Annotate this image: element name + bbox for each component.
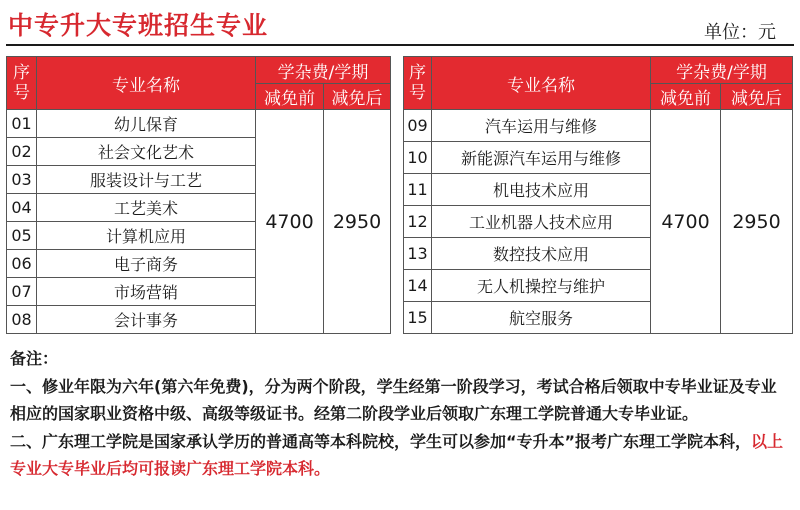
fee-after-value: 2950	[721, 110, 793, 334]
row-number: 01	[7, 110, 37, 138]
major-name: 工艺美术	[37, 194, 256, 222]
notes-heading: 备注：	[10, 349, 59, 368]
fee-group-header: 学杂费/学期	[256, 57, 391, 84]
fee-group-header: 学杂费/学期	[651, 57, 793, 84]
major-name: 航空服务	[432, 302, 651, 334]
row-number: 13	[404, 238, 432, 270]
major-name: 数控技术应用	[432, 238, 651, 270]
row-number: 07	[7, 278, 37, 306]
row-number: 02	[7, 138, 37, 166]
major-name: 市场营销	[37, 278, 256, 306]
row-number: 14	[404, 270, 432, 302]
fee-before-header: 减免前	[256, 84, 324, 110]
row-number: 11	[404, 174, 432, 206]
fee-before-value: 4700	[256, 110, 324, 334]
header-divider	[6, 44, 794, 46]
major-table-right	[403, 56, 793, 334]
page-title: 中专升大专班招生专业	[8, 11, 269, 40]
seq-header	[7, 57, 37, 110]
major-table-left	[6, 56, 391, 334]
fee-before-header: 减免前	[651, 84, 721, 110]
major-name: 无人机操控与维护	[432, 270, 651, 302]
seq-header-line1: 序	[409, 63, 426, 83]
major-name: 汽车运用与维修	[432, 110, 651, 142]
row-number: 10	[404, 142, 432, 174]
major-name-header: 专业名称	[37, 57, 256, 110]
table-row	[7, 110, 391, 138]
row-number: 08	[7, 306, 37, 334]
major-name: 社会文化艺术	[37, 138, 256, 166]
unit-label: 单位：元	[704, 22, 776, 43]
major-name: 会计事务	[37, 306, 256, 334]
row-number: 04	[7, 194, 37, 222]
row-number: 12	[404, 206, 432, 238]
note-item-2	[10, 428, 790, 483]
seq-header-line1: 序	[13, 63, 30, 83]
seq-header-line2: 号	[13, 83, 30, 103]
note-item-2-highlight: 以上专业大专毕业后均可报读广东理工学院本科。	[10, 431, 784, 478]
fee-after-value: 2950	[324, 110, 391, 334]
note-item-2-text: 二、广东理工学院是国家承认学历的普通高等本科院校，学生可以参加“专升本”报考广东理工学院本科，	[10, 431, 752, 451]
table-row	[404, 110, 793, 142]
note-item-1: 一、修业年限为六年(第六年免费)，分为两个阶段，学生经第一阶段学习，考试合格后领取中专毕业证及专业相应的国家职业资格中级、高级等级证书。经第二阶段学业后领取广东理工学院普通大专毕业证。	[10, 376, 777, 423]
seq-header	[404, 57, 432, 110]
major-name-header: 专业名称	[432, 57, 651, 110]
major-name: 计算机应用	[37, 222, 256, 250]
major-name: 服装设计与工艺	[37, 166, 256, 194]
row-number: 05	[7, 222, 37, 250]
major-name: 幼儿保育	[37, 110, 256, 138]
seq-header-line2: 号	[409, 83, 426, 103]
major-name: 机电技术应用	[432, 174, 651, 206]
row-number: 09	[404, 110, 432, 142]
row-number: 03	[7, 166, 37, 194]
fee-after-header: 减免后	[324, 84, 391, 110]
major-name: 新能源汽车运用与维修	[432, 142, 651, 174]
fee-before-value: 4700	[651, 110, 721, 334]
notes-section	[10, 345, 790, 483]
fee-after-header: 减免后	[721, 84, 793, 110]
row-number: 15	[404, 302, 432, 334]
major-name: 电子商务	[37, 250, 256, 278]
major-name: 工业机器人技术应用	[432, 206, 651, 238]
row-number: 06	[7, 250, 37, 278]
